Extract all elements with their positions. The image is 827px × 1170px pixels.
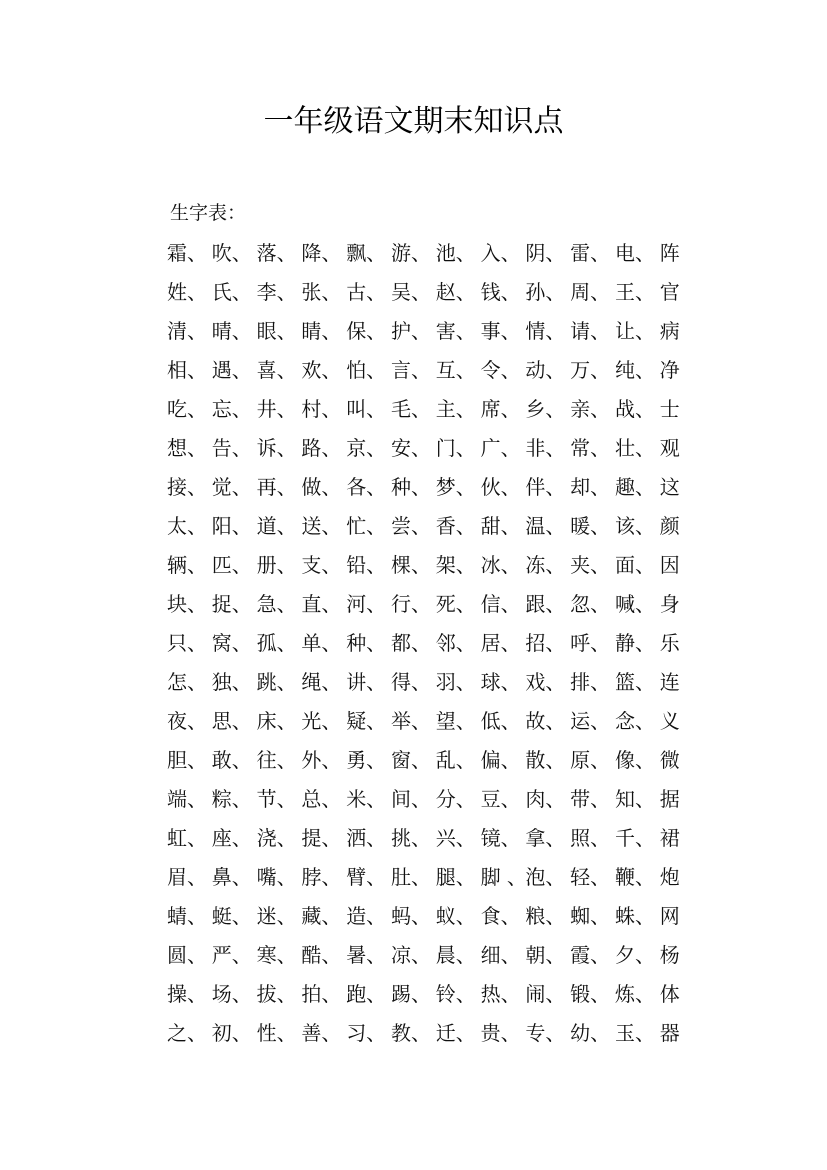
- character-cell: 赵、: [435, 280, 476, 304]
- character-cell: 夕、: [614, 943, 655, 967]
- character-cell: 勇、: [346, 748, 387, 772]
- character-cell: 端、: [167, 787, 207, 811]
- character-cell: 香、: [435, 514, 476, 538]
- character-cell: 张、: [301, 280, 342, 304]
- character-cell: 乡、: [525, 397, 566, 421]
- character-cell: 虹、: [167, 826, 207, 850]
- character-cell: 吃、: [167, 397, 207, 421]
- character-cell: 官: [659, 280, 680, 304]
- character-cell: 氏、: [211, 280, 252, 304]
- character-cell: 间、: [390, 787, 431, 811]
- character-cell: 动、: [525, 358, 566, 382]
- character-cell: 胆、: [167, 748, 207, 772]
- character-cell: 肉、: [525, 787, 566, 811]
- character-cell: 讲、: [346, 670, 387, 694]
- character-cell: 念、: [614, 709, 655, 733]
- character-cell: 脚 、: [480, 865, 527, 889]
- character-cell: 游、: [390, 241, 431, 265]
- character-cell: 池、: [435, 241, 476, 265]
- character-cell: 支、: [301, 553, 342, 577]
- character-row: [167, 661, 707, 700]
- character-cell: 忙、: [346, 514, 387, 538]
- character-cell: 飘、: [346, 241, 387, 265]
- character-cell: 颜: [659, 514, 680, 538]
- character-cell: 挑、: [390, 826, 431, 850]
- character-cell: 喊、: [614, 592, 655, 616]
- character-cell: 像、: [614, 748, 655, 772]
- character-cell: 眉、: [167, 865, 207, 889]
- character-row: [167, 895, 707, 934]
- character-cell: 匹、: [211, 553, 252, 577]
- character-cell: 米、: [346, 787, 387, 811]
- character-cell: 乐: [659, 631, 680, 655]
- character-cell: 眼、: [256, 319, 297, 343]
- character-cell: 得、: [390, 670, 431, 694]
- character-cell: 敢、: [211, 748, 252, 772]
- character-cell: 夹、: [570, 553, 611, 577]
- character-cell: 河、: [346, 592, 387, 616]
- character-cell: 甜、: [480, 514, 521, 538]
- character-cell: 非、: [525, 436, 566, 460]
- character-row: [167, 232, 707, 271]
- character-row: [167, 622, 707, 661]
- character-row: [167, 973, 707, 1012]
- character-cell: 习、: [346, 1021, 387, 1045]
- character-cell: 造、: [346, 904, 387, 928]
- character-cell: 拿、: [525, 826, 566, 850]
- character-cell: 兴、: [435, 826, 476, 850]
- character-cell: 往、: [256, 748, 297, 772]
- character-cell: 急、: [256, 592, 297, 616]
- character-cell: 伴、: [525, 475, 566, 499]
- character-cell: 阳、: [211, 514, 252, 538]
- character-cell: 霞、: [570, 943, 611, 967]
- character-cell: 戏、: [525, 670, 566, 694]
- character-cell: 安、: [390, 436, 431, 460]
- character-cell: 寒、: [256, 943, 297, 967]
- character-cell: 净: [659, 358, 680, 382]
- character-cell: 病: [659, 319, 680, 343]
- character-cell: 护、: [390, 319, 431, 343]
- character-cell: 常、: [570, 436, 611, 460]
- character-cell: 该、: [614, 514, 655, 538]
- character-cell: 粽、: [211, 787, 252, 811]
- character-cell: 善、: [301, 1021, 342, 1045]
- character-cell: 主、: [435, 397, 476, 421]
- character-row: [167, 310, 707, 349]
- character-cell: 怎、: [167, 670, 207, 694]
- character-cell: 邻、: [435, 631, 476, 655]
- character-cell: 之、: [167, 1021, 207, 1045]
- character-cell: 蚁、: [435, 904, 476, 928]
- character-cell: 清、: [167, 319, 207, 343]
- character-cell: 壮、: [614, 436, 655, 460]
- character-row: [167, 544, 707, 583]
- character-cell: 举、: [390, 709, 431, 733]
- character-cell: 拍、: [301, 982, 342, 1006]
- character-cell: 静、: [614, 631, 655, 655]
- character-cell: 据: [659, 787, 680, 811]
- character-cell: 窗、: [390, 748, 431, 772]
- character-cell: 篮、: [614, 670, 655, 694]
- character-cell: 脖、: [301, 865, 342, 889]
- character-cell: 死、: [435, 592, 476, 616]
- character-cell: 亲、: [570, 397, 611, 421]
- character-cell: 嘴、: [256, 865, 297, 889]
- character-cell: 辆、: [167, 553, 207, 577]
- character-cell: 周、: [570, 280, 611, 304]
- character-cell: 床、: [256, 709, 297, 733]
- character-row: [167, 934, 707, 973]
- character-cell: 肚、: [390, 865, 431, 889]
- character-cell: 冻、: [525, 553, 566, 577]
- character-cell: 再、: [256, 475, 297, 499]
- character-cell: 热、: [480, 982, 521, 1006]
- character-cell: 席、: [480, 397, 521, 421]
- character-cell: 散、: [525, 748, 566, 772]
- character-cell: 跟、: [525, 592, 566, 616]
- character-table: [167, 232, 707, 1051]
- character-cell: 阴、: [525, 241, 566, 265]
- character-cell: 义: [659, 709, 680, 733]
- character-cell: 降、: [301, 241, 342, 265]
- character-cell: 跳、: [256, 670, 297, 694]
- character-cell: 轻、: [570, 865, 611, 889]
- character-cell: 因: [659, 553, 680, 577]
- character-cell: 粮、: [525, 904, 566, 928]
- character-cell: 迷、: [256, 904, 297, 928]
- character-cell: 操、: [167, 982, 207, 1006]
- character-cell: 疑、: [346, 709, 387, 733]
- character-cell: 专、: [525, 1021, 566, 1045]
- character-cell: 低、: [480, 709, 521, 733]
- character-cell: 玉、: [614, 1021, 655, 1045]
- character-cell: 伙、: [480, 475, 521, 499]
- character-cell: 炮: [659, 865, 680, 889]
- character-cell: 互、: [435, 358, 476, 382]
- character-cell: 铅、: [346, 553, 387, 577]
- character-cell: 战、: [614, 397, 655, 421]
- document-title: 一年级语文期末知识点: [263, 104, 564, 139]
- character-cell: 闹、: [525, 982, 566, 1006]
- character-cell: 幼、: [570, 1021, 611, 1045]
- character-cell: 姓、: [167, 280, 207, 304]
- character-row: [167, 583, 707, 622]
- character-cell: 圆、: [167, 943, 207, 967]
- character-cell: 蜻、: [167, 904, 207, 928]
- character-cell: 落、: [256, 241, 297, 265]
- character-row: [167, 778, 707, 817]
- character-cell: 蚂、: [390, 904, 431, 928]
- character-cell: 夜、: [167, 709, 207, 733]
- character-cell: 让、: [614, 319, 655, 343]
- character-cell: 朝、: [525, 943, 566, 967]
- character-cell: 古、: [346, 280, 387, 304]
- character-cell: 蜓、: [211, 904, 252, 928]
- section-label-character-table: 生字表：: [170, 202, 247, 224]
- character-cell: 乱、: [435, 748, 476, 772]
- character-cell: 踢、: [390, 982, 431, 1006]
- character-cell: 架、: [435, 553, 476, 577]
- character-cell: 捉、: [211, 592, 252, 616]
- character-cell: 毛、: [390, 397, 431, 421]
- character-cell: 微: [659, 748, 680, 772]
- character-cell: 温、: [525, 514, 566, 538]
- character-cell: 总、: [301, 787, 342, 811]
- character-cell: 拔、: [256, 982, 297, 1006]
- character-cell: 京、: [346, 436, 387, 460]
- character-cell: 门、: [435, 436, 476, 460]
- character-cell: 性、: [256, 1021, 297, 1045]
- character-cell: 诉、: [256, 436, 297, 460]
- character-row: [167, 739, 707, 778]
- character-cell: 食、: [480, 904, 521, 928]
- character-cell: 接、: [167, 475, 207, 499]
- character-cell: 吴、: [390, 280, 431, 304]
- character-cell: 炼、: [614, 982, 655, 1006]
- character-cell: 怕、: [346, 358, 387, 382]
- character-cell: 觉、: [211, 475, 252, 499]
- character-cell: 块、: [167, 592, 207, 616]
- character-cell: 喜、: [256, 358, 297, 382]
- character-cell: 言、: [390, 358, 431, 382]
- character-cell: 知、: [614, 787, 655, 811]
- character-cell: 钱、: [480, 280, 521, 304]
- character-cell: 梦、: [435, 475, 476, 499]
- character-cell: 望、: [435, 709, 476, 733]
- character-cell: 李、: [256, 280, 297, 304]
- character-cell: 原、: [570, 748, 611, 772]
- character-cell: 路、: [301, 436, 342, 460]
- character-cell: 令、: [480, 358, 521, 382]
- character-cell: 鼻、: [211, 865, 252, 889]
- character-row: [167, 505, 707, 544]
- character-cell: 种、: [390, 475, 431, 499]
- character-cell: 泡、: [525, 865, 566, 889]
- character-cell: 各、: [346, 475, 387, 499]
- character-cell: 蛛、: [614, 904, 655, 928]
- character-cell: 欢、: [301, 358, 342, 382]
- character-cell: 事、: [480, 319, 521, 343]
- character-cell: 场、: [211, 982, 252, 1006]
- character-cell: 保、: [346, 319, 387, 343]
- character-cell: 思、: [211, 709, 252, 733]
- character-cell: 情、: [525, 319, 566, 343]
- character-cell: 照、: [570, 826, 611, 850]
- character-cell: 分、: [435, 787, 476, 811]
- character-cell: 偏、: [480, 748, 521, 772]
- character-cell: 体: [659, 982, 680, 1006]
- character-cell: 告、: [211, 436, 252, 460]
- character-row: [167, 1012, 707, 1051]
- character-row: [167, 271, 707, 310]
- character-cell: 教、: [390, 1021, 431, 1045]
- character-cell: 绳、: [301, 670, 342, 694]
- character-cell: 带、: [570, 787, 611, 811]
- character-cell: 杨: [659, 943, 680, 967]
- character-cell: 酷、: [301, 943, 342, 967]
- character-cell: 排、: [570, 670, 611, 694]
- character-row: [167, 427, 707, 466]
- character-cell: 球、: [480, 670, 521, 694]
- character-cell: 光、: [301, 709, 342, 733]
- character-cell: 井、: [256, 397, 297, 421]
- character-cell: 腿、: [435, 865, 476, 889]
- character-cell: 送、: [301, 514, 342, 538]
- character-cell: 居、: [480, 631, 521, 655]
- character-cell: 信、: [480, 592, 521, 616]
- character-cell: 叫、: [346, 397, 387, 421]
- character-cell: 忽、: [570, 592, 611, 616]
- character-cell: 尝、: [390, 514, 431, 538]
- character-cell: 棵、: [390, 553, 431, 577]
- character-cell: 外、: [301, 748, 342, 772]
- character-cell: 连: [659, 670, 680, 694]
- character-cell: 故、: [525, 709, 566, 733]
- character-cell: 想、: [167, 436, 207, 460]
- character-row: [167, 466, 707, 505]
- character-cell: 道、: [256, 514, 297, 538]
- character-cell: 电、: [614, 241, 655, 265]
- character-cell: 羽、: [435, 670, 476, 694]
- character-cell: 却、: [570, 475, 611, 499]
- character-cell: 相、: [167, 358, 207, 382]
- character-cell: 锻、: [570, 982, 611, 1006]
- character-cell: 种、: [346, 631, 387, 655]
- character-cell: 网: [659, 904, 680, 928]
- character-cell: 身: [659, 592, 680, 616]
- character-cell: 做、: [301, 475, 342, 499]
- character-cell: 入、: [480, 241, 521, 265]
- character-cell: 晴、: [211, 319, 252, 343]
- character-cell: 暖、: [570, 514, 611, 538]
- character-row: [167, 349, 707, 388]
- character-cell: 忘、: [211, 397, 252, 421]
- character-cell: 呼、: [570, 631, 611, 655]
- character-cell: 初、: [211, 1021, 252, 1045]
- character-cell: 节、: [256, 787, 297, 811]
- character-cell: 王、: [614, 280, 655, 304]
- character-row: [167, 817, 707, 856]
- character-cell: 睛、: [301, 319, 342, 343]
- character-cell: 器: [659, 1021, 680, 1045]
- character-cell: 都、: [390, 631, 431, 655]
- character-cell: 遇、: [211, 358, 252, 382]
- character-cell: 洒、: [346, 826, 387, 850]
- character-cell: 这: [659, 475, 680, 499]
- character-cell: 士: [659, 397, 680, 421]
- character-cell: 提、: [301, 826, 342, 850]
- character-cell: 招、: [525, 631, 566, 655]
- character-cell: 铃、: [435, 982, 476, 1006]
- character-cell: 臂、: [346, 865, 387, 889]
- character-cell: 阵: [659, 241, 680, 265]
- character-cell: 请、: [570, 319, 611, 343]
- character-cell: 孙、: [525, 280, 566, 304]
- character-cell: 独、: [211, 670, 252, 694]
- character-cell: 趣、: [614, 475, 655, 499]
- character-cell: 凉、: [390, 943, 431, 967]
- character-cell: 窝、: [211, 631, 252, 655]
- character-row: [167, 856, 707, 895]
- character-cell: 册、: [256, 553, 297, 577]
- character-cell: 运、: [570, 709, 611, 733]
- character-cell: 行、: [390, 592, 431, 616]
- character-cell: 细、: [480, 943, 521, 967]
- character-cell: 千、: [614, 826, 655, 850]
- character-cell: 蜘、: [570, 904, 611, 928]
- character-cell: 裙: [659, 826, 680, 850]
- character-cell: 鞭、: [614, 865, 655, 889]
- character-cell: 万、: [570, 358, 611, 382]
- character-row: [167, 700, 707, 739]
- character-cell: 只、: [167, 631, 207, 655]
- character-cell: 冰、: [480, 553, 521, 577]
- character-cell: 豆、: [480, 787, 521, 811]
- character-cell: 太、: [167, 514, 207, 538]
- character-cell: 害、: [435, 319, 476, 343]
- character-cell: 镜、: [480, 826, 521, 850]
- character-cell: 座、: [211, 826, 252, 850]
- character-cell: 直、: [301, 592, 342, 616]
- character-cell: 跑、: [346, 982, 387, 1006]
- character-cell: 雷、: [570, 241, 611, 265]
- character-cell: 严、: [211, 943, 252, 967]
- character-cell: 暑、: [346, 943, 387, 967]
- character-cell: 藏、: [301, 904, 342, 928]
- character-cell: 观: [659, 436, 680, 460]
- character-cell: 广、: [480, 436, 521, 460]
- character-cell: 浇、: [256, 826, 297, 850]
- character-cell: 吹、: [211, 241, 252, 265]
- character-cell: 单、: [301, 631, 342, 655]
- character-cell: 村、: [301, 397, 342, 421]
- character-cell: 霜、: [167, 241, 207, 265]
- character-cell: 晨、: [435, 943, 476, 967]
- character-cell: 面、: [614, 553, 655, 577]
- character-cell: 孤、: [256, 631, 297, 655]
- character-row: [167, 388, 707, 427]
- character-cell: 迁、: [435, 1021, 476, 1045]
- character-cell: 贵、: [480, 1021, 521, 1045]
- character-cell: 纯、: [614, 358, 655, 382]
